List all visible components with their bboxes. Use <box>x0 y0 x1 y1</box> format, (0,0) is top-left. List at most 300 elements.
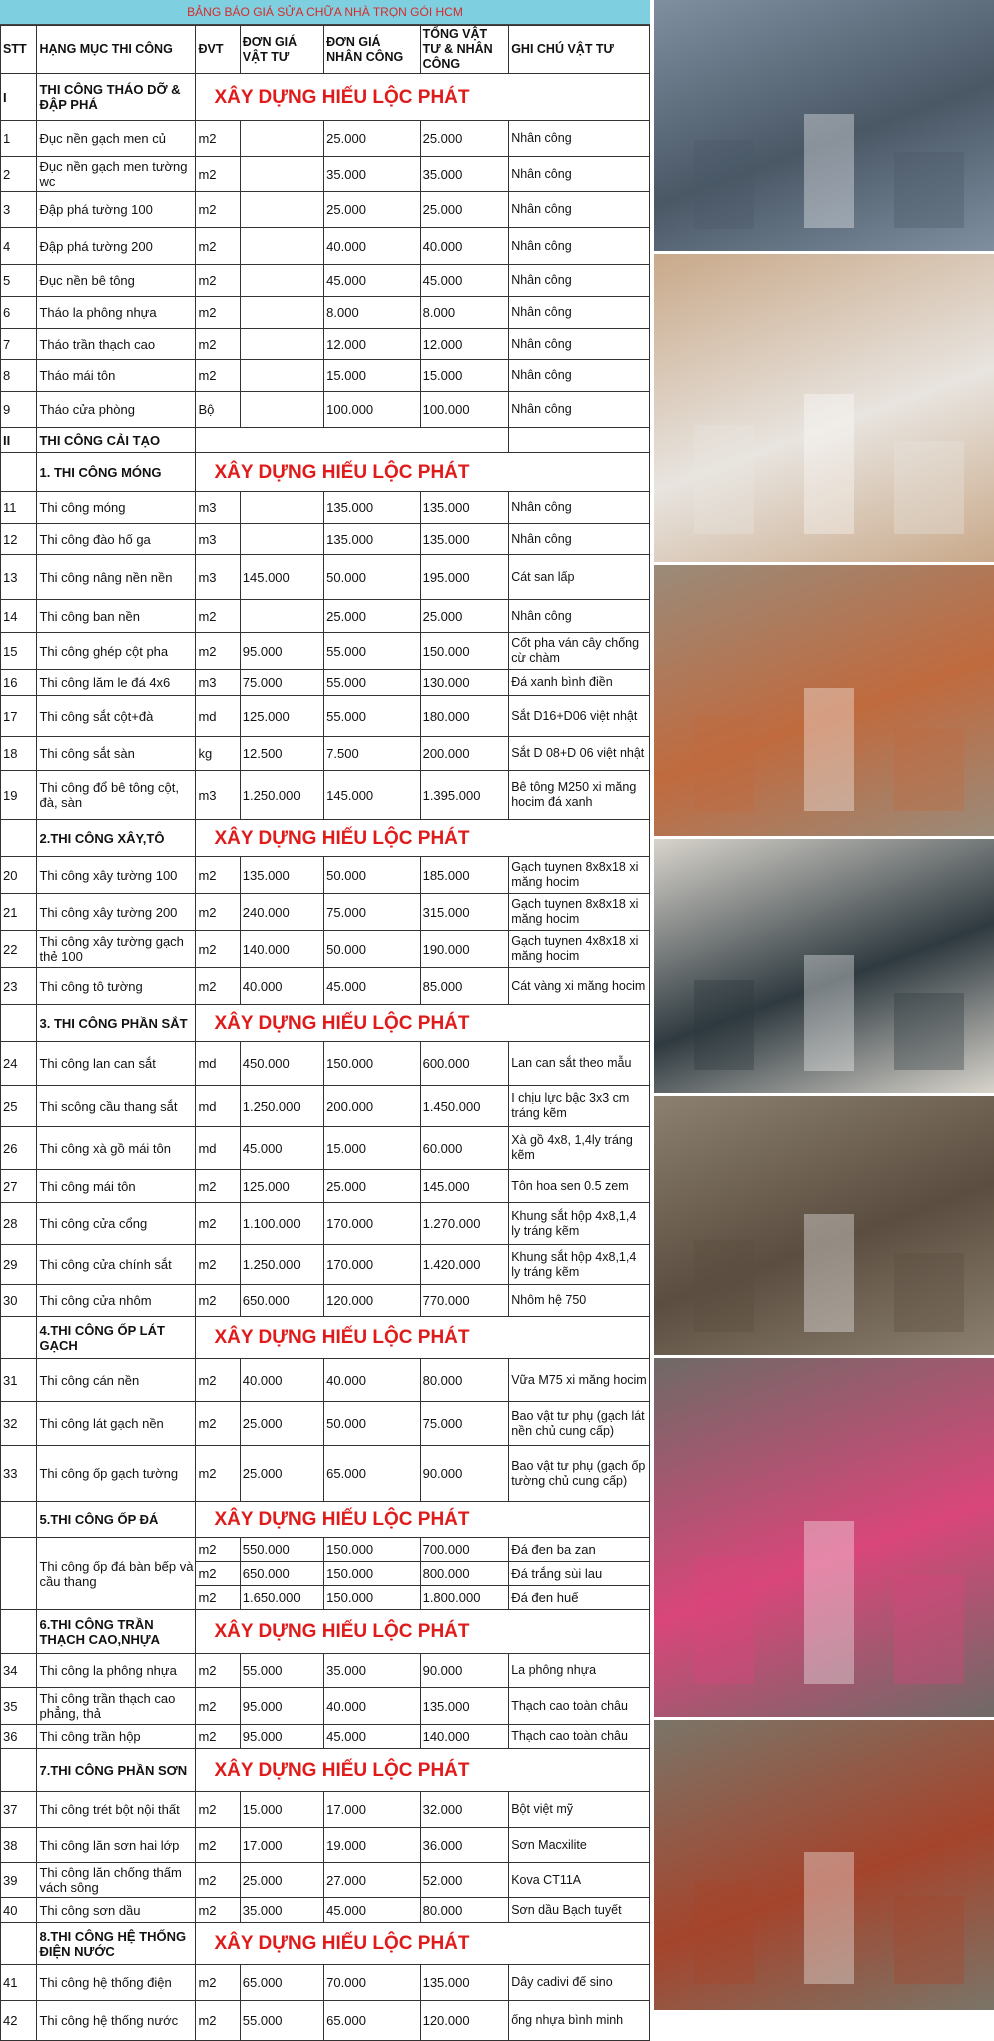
material-note: Nhân công <box>509 192 650 228</box>
material-price: 550.000 <box>240 1538 323 1562</box>
table-row <box>1 121 650 157</box>
table-row <box>1 329 650 360</box>
unit: m2 <box>196 931 240 968</box>
labor-price: 25.000 <box>324 192 420 228</box>
item-name: Thi công lan can sắt <box>37 1042 196 1086</box>
material-note: Gạch tuynen 8x8x18 xi măng hocim <box>509 857 650 894</box>
section-number <box>1 1005 37 1042</box>
labor-price: 15.000 <box>324 360 420 392</box>
total-price: 90.000 <box>420 1654 509 1688</box>
photo-figure-shape <box>804 688 854 811</box>
table-row <box>1 1170 650 1203</box>
material-note: Sắt D 08+D 06 việt nhật <box>509 737 650 771</box>
table-row <box>1 555 650 600</box>
section-row <box>1 820 650 857</box>
total-price: 40.000 <box>420 228 509 265</box>
brand-watermark: XÂY DỰNG HIẾU LỘC PHÁT <box>196 74 509 121</box>
col-header-material-price: ĐƠN GIÁ VẬT TƯ <box>240 26 323 74</box>
empty-cell <box>509 1610 650 1654</box>
photo-figure-shape <box>894 1896 964 1984</box>
material-price <box>240 524 323 555</box>
empty-cell <box>509 820 650 857</box>
item-name: Thi công cửa chính sắt <box>37 1245 196 1285</box>
labor-price: 75.000 <box>324 894 420 931</box>
table-row <box>1 1828 650 1863</box>
labor-price: 17.000 <box>324 1792 420 1828</box>
material-price: 1.650.000 <box>240 1586 323 1610</box>
unit: kg <box>196 737 240 771</box>
table-row <box>1 633 650 670</box>
section-row <box>1 1502 650 1538</box>
table-row <box>1 297 650 329</box>
item-name: Thi công cửa cổng <box>37 1203 196 1245</box>
table-row <box>1 1725 650 1749</box>
row-number: 4 <box>1 228 37 265</box>
item-name: Tháo la phông nhựa <box>37 297 196 329</box>
row-number: 22 <box>1 931 37 968</box>
labor-price: 65.000 <box>324 1446 420 1502</box>
material-note: ống nhựa bình minh <box>509 2001 650 2041</box>
table-row <box>1 2001 650 2041</box>
material-note: Đá đen ba zan <box>509 1538 650 1562</box>
item-name: Thi công mái tôn <box>37 1170 196 1203</box>
photo-steel-frame <box>654 1720 994 2010</box>
total-price: 85.000 <box>420 968 509 1005</box>
photo-interior-work <box>654 1096 994 1355</box>
material-price: 1.250.000 <box>240 1086 323 1127</box>
material-price: 95.000 <box>240 1688 323 1725</box>
row-number: 7 <box>1 329 37 360</box>
row-number: 21 <box>1 894 37 931</box>
material-note: Gạch tuynen 8x8x18 xi măng hocim <box>509 894 650 931</box>
labor-price: 40.000 <box>324 228 420 265</box>
table-row <box>1 1359 650 1402</box>
row-number: 24 <box>1 1042 37 1086</box>
labor-price: 50.000 <box>324 1402 420 1446</box>
row-number: 14 <box>1 600 37 633</box>
photo-scene-shapes <box>654 1096 994 1355</box>
item-name: Thi công móng <box>37 492 196 524</box>
unit: m2 <box>196 1688 240 1725</box>
total-price: 200.000 <box>420 737 509 771</box>
material-note: Đá trắng sùi lau <box>509 1562 650 1586</box>
labor-price: 135.000 <box>324 524 420 555</box>
unit: m2 <box>196 1828 240 1863</box>
material-price <box>240 329 323 360</box>
photo-figure-shape <box>804 114 854 228</box>
photo-figure-shape <box>804 394 854 534</box>
unit: m2 <box>196 329 240 360</box>
item-name: Thi công ban nền <box>37 600 196 633</box>
material-note: Bao vật tư phụ (gạch lát nền chủ cung cấp) <box>509 1402 650 1446</box>
labor-price: 150.000 <box>324 1042 420 1086</box>
unit: m2 <box>196 1898 240 1923</box>
photo-figure-shape <box>804 955 854 1071</box>
labor-price: 25.000 <box>324 121 420 157</box>
table-row <box>1 1688 650 1725</box>
item-name: Thi công trần thạch cao phẳng, thả <box>37 1688 196 1725</box>
material-price: 25.000 <box>240 1402 323 1446</box>
labor-price: 40.000 <box>324 1359 420 1402</box>
photo-figure-shape <box>894 441 964 534</box>
total-price: 315.000 <box>420 894 509 931</box>
material-note: Nhân công <box>509 392 650 428</box>
total-price: 75.000 <box>420 1402 509 1446</box>
item-name: Thi công đổ bê tông cột, đà, sàn <box>37 771 196 820</box>
material-price: 55.000 <box>240 2001 323 2041</box>
section-title: 7.THI CÔNG PHẦN SƠN <box>37 1749 196 1792</box>
photo-figure-shape <box>694 425 754 534</box>
row-number: 19 <box>1 771 37 820</box>
item-name: Thi công xà gồ mái tôn <box>37 1127 196 1170</box>
material-note: Cốt pha ván cây chống cừ chàm <box>509 633 650 670</box>
empty-cell <box>509 1749 650 1792</box>
labor-price: 45.000 <box>324 1725 420 1749</box>
row-number: 30 <box>1 1285 37 1317</box>
row-number: 16 <box>1 670 37 696</box>
empty-cell <box>509 1317 650 1359</box>
item-name: Đục nền gạch men củ <box>37 121 196 157</box>
material-note: Thạch cao toàn châu <box>509 1725 650 1749</box>
material-note: Nhân công <box>509 600 650 633</box>
photo-figure-shape <box>804 1852 854 1984</box>
table-row <box>1 265 650 297</box>
item-name: Thi công lăn chống thấm vách sông <box>37 1863 196 1898</box>
table-row <box>1 1245 650 1285</box>
material-note: Đá xanh bình điền <box>509 670 650 696</box>
total-price: 120.000 <box>420 2001 509 2041</box>
material-note: I chịu lực bậc 3x3 cm tráng kẽm <box>509 1086 650 1127</box>
section-row <box>1 1749 650 1792</box>
material-price: 25.000 <box>240 1446 323 1502</box>
item-name: Thi công lăm le đá 4x6 <box>37 670 196 696</box>
item-name: Thi công ghép cột pha <box>37 633 196 670</box>
material-note: Nhân công <box>509 297 650 329</box>
labor-price: 19.000 <box>324 1828 420 1863</box>
table-row <box>1 392 650 428</box>
table-banner: BẢNG BÁO GIÁ SỬA CHỮA NHÀ TRỌN GÓI HCM <box>0 0 650 25</box>
labor-price: 50.000 <box>324 857 420 894</box>
photo-facade-renovation <box>654 0 994 251</box>
unit: m2 <box>196 121 240 157</box>
material-note: Xà gồ 4x8, 1,4ly tráng kẽm <box>509 1127 650 1170</box>
labor-price: 50.000 <box>324 931 420 968</box>
material-price <box>240 392 323 428</box>
labor-price: 55.000 <box>324 633 420 670</box>
photo-figure-shape <box>894 1253 964 1332</box>
unit: m2 <box>196 968 240 1005</box>
photo-figure-shape <box>894 1575 964 1684</box>
row-number: 20 <box>1 857 37 894</box>
material-price: 95.000 <box>240 1725 323 1749</box>
total-price: 145.000 <box>420 1170 509 1203</box>
total-price: 80.000 <box>420 1898 509 1923</box>
unit: m2 <box>196 1792 240 1828</box>
material-note: Nhân công <box>509 157 650 192</box>
brand-watermark: XÂY DỰNG HIẾU LỘC PHÁT <box>196 1005 509 1042</box>
section-title: 2.THI CÔNG XÂY,TÔ <box>37 820 196 857</box>
material-note: Khung sắt hộp 4x8,1,4 ly tráng kẽm <box>509 1203 650 1245</box>
item-name: Thi công nâng nền nền <box>37 555 196 600</box>
table-row <box>1 492 650 524</box>
unit: m2 <box>196 600 240 633</box>
section-number <box>1 1610 37 1654</box>
row-number: 40 <box>1 1898 37 1923</box>
labor-price: 27.000 <box>324 1863 420 1898</box>
unit: m2 <box>196 360 240 392</box>
section-row <box>1 1610 650 1654</box>
item-name: Thi công cán nền <box>37 1359 196 1402</box>
labor-price: 65.000 <box>324 2001 420 2041</box>
total-price: 195.000 <box>420 555 509 600</box>
total-price: 36.000 <box>420 1828 509 1863</box>
total-price: 25.000 <box>420 192 509 228</box>
item-name: Thi công lát gạch nền <box>37 1402 196 1446</box>
total-price: 190.000 <box>420 931 509 968</box>
total-price: 1.270.000 <box>420 1203 509 1245</box>
material-price <box>240 360 323 392</box>
photo-figure-shape <box>694 1881 754 1984</box>
item-name: Thi công tô tường <box>37 968 196 1005</box>
labor-price: 15.000 <box>324 1127 420 1170</box>
table-row <box>1 1792 650 1828</box>
row-number: 23 <box>1 968 37 1005</box>
table-row <box>1 696 650 737</box>
photo-figure-shape <box>804 1214 854 1332</box>
table-row <box>1 192 650 228</box>
unit: m2 <box>196 1359 240 1402</box>
item-name: Thi công hệ thống nước <box>37 2001 196 2041</box>
material-price: 140.000 <box>240 931 323 968</box>
row-number: 18 <box>1 737 37 771</box>
table-row <box>1 894 650 931</box>
material-note: Bột việt mỹ <box>509 1792 650 1828</box>
material-note: Gạch tuynen 4x8x18 xi măng hocim <box>509 931 650 968</box>
unit: m2 <box>196 1538 240 1562</box>
labor-price: 8.000 <box>324 297 420 329</box>
material-note: Kova CT11A <box>509 1863 650 1898</box>
material-price: 240.000 <box>240 894 323 931</box>
unit: m2 <box>196 1725 240 1749</box>
material-price: 25.000 <box>240 1863 323 1898</box>
material-price: 45.000 <box>240 1127 323 1170</box>
table-row <box>1 1285 650 1317</box>
material-note: Đá đen huế <box>509 1586 650 1610</box>
unit: m3 <box>196 492 240 524</box>
table-row <box>1 931 650 968</box>
col-header-stt: STT <box>1 26 37 74</box>
row-number: 32 <box>1 1402 37 1446</box>
table-row <box>1 524 650 555</box>
item-name: Thi công trét bột nội thất <box>37 1792 196 1828</box>
material-price: 650.000 <box>240 1562 323 1586</box>
material-note: Nhân công <box>509 360 650 392</box>
material-note: Nhân công <box>509 121 650 157</box>
material-price <box>240 492 323 524</box>
row-number: 37 <box>1 1792 37 1828</box>
row-number: 33 <box>1 1446 37 1502</box>
labor-price: 25.000 <box>324 1170 420 1203</box>
row-number: 1 <box>1 121 37 157</box>
row-number: 39 <box>1 1863 37 1898</box>
section-number: I <box>1 74 37 121</box>
total-price: 8.000 <box>420 297 509 329</box>
unit: m2 <box>196 1203 240 1245</box>
section-title: 6.THI CÔNG TRẦN THẠCH CAO,NHỰA <box>37 1610 196 1654</box>
labor-price: 135.000 <box>324 492 420 524</box>
row-number: 17 <box>1 696 37 737</box>
material-note: Cát san lấp <box>509 555 650 600</box>
material-note: Sơn Macxilite <box>509 1828 650 1863</box>
total-price: 800.000 <box>420 1562 509 1586</box>
photo-wall-tiling <box>654 839 994 1093</box>
material-note: Nhân công <box>509 228 650 265</box>
material-price: 75.000 <box>240 670 323 696</box>
col-header-item: HẠNG MỤC THI CÔNG <box>37 26 196 74</box>
table-row <box>1 1042 650 1086</box>
table-row <box>1 1402 650 1446</box>
item-name: Thi công ốp gạch tường <box>37 1446 196 1502</box>
item-name: Thi công sắt sàn <box>37 737 196 771</box>
table-header-row <box>1 26 650 74</box>
total-price: 150.000 <box>420 633 509 670</box>
row-number <box>1 1538 37 1610</box>
material-price: 95.000 <box>240 633 323 670</box>
material-note: Thạch cao toàn châu <box>509 1688 650 1725</box>
labor-price: 45.000 <box>324 1898 420 1923</box>
labor-price: 170.000 <box>324 1245 420 1285</box>
total-price: 180.000 <box>420 696 509 737</box>
table-row <box>1 1446 650 1502</box>
labor-price: 25.000 <box>324 600 420 633</box>
table-row <box>1 1965 650 2001</box>
item-name: Thi công hệ thống điện <box>37 1965 196 2001</box>
unit: Bộ <box>196 392 240 428</box>
photo-figure-shape <box>894 729 964 811</box>
total-price: 185.000 <box>420 857 509 894</box>
material-price <box>240 121 323 157</box>
material-price: 55.000 <box>240 1654 323 1688</box>
section-row <box>1 1317 650 1359</box>
row-number: 8 <box>1 360 37 392</box>
photo-figure-shape <box>894 152 964 228</box>
photo-figure-shape <box>694 1240 754 1332</box>
section-row <box>1 453 650 492</box>
material-price: 1.100.000 <box>240 1203 323 1245</box>
total-price: 25.000 <box>420 600 509 633</box>
material-price: 1.250.000 <box>240 1245 323 1285</box>
row-number: 29 <box>1 1245 37 1285</box>
table-row <box>1 670 650 696</box>
total-price: 700.000 <box>420 1538 509 1562</box>
unit: m2 <box>196 633 240 670</box>
material-note: Dây cadivi đế sino <box>509 1965 650 2001</box>
photo-scene-shapes <box>654 1720 994 2010</box>
item-name: Thi công lăn sơn hai lớp <box>37 1828 196 1863</box>
col-header-note: GHI CHÚ VẬT TƯ <box>509 26 650 74</box>
labor-price: 70.000 <box>324 1965 420 2001</box>
item-name: Đập phá tường 200 <box>37 228 196 265</box>
section-title: 4.THI CÔNG ỐP LÁT GẠCH <box>37 1317 196 1359</box>
labor-price: 170.000 <box>324 1203 420 1245</box>
section-title: 5.THI CÔNG ỐP ĐÁ <box>37 1502 196 1538</box>
unit: m3 <box>196 670 240 696</box>
unit: m2 <box>196 1654 240 1688</box>
table-row <box>1 228 650 265</box>
total-price: 130.000 <box>420 670 509 696</box>
material-note: Sắt D16+D06 việt nhật <box>509 696 650 737</box>
material-note: Bao vật tư phụ (gạch ốp tường chủ cung cấp) <box>509 1446 650 1502</box>
row-number: 6 <box>1 297 37 329</box>
unit: m2 <box>196 1285 240 1317</box>
material-note: Khung sắt hộp 4x8,1,4 ly tráng kẽm <box>509 1245 650 1285</box>
total-price: 25.000 <box>420 121 509 157</box>
section-title: THI CÔNG CẢI TẠO <box>37 428 196 453</box>
table-row <box>1 360 650 392</box>
total-price: 90.000 <box>420 1446 509 1502</box>
material-price: 1.250.000 <box>240 771 323 820</box>
empty-cell <box>196 428 509 453</box>
material-price: 145.000 <box>240 555 323 600</box>
material-note: Nhôm hệ 750 <box>509 1285 650 1317</box>
brand-watermark: XÂY DỰNG HIẾU LỘC PHÁT <box>196 820 509 857</box>
section-number <box>1 453 37 492</box>
section-title: 3. THI CÔNG PHẦN SẮT <box>37 1005 196 1042</box>
material-price: 135.000 <box>240 857 323 894</box>
section-row <box>1 74 650 121</box>
material-price <box>240 600 323 633</box>
total-price: 135.000 <box>420 524 509 555</box>
brand-watermark: XÂY DỰNG HIẾU LỘC PHÁT <box>196 1749 509 1792</box>
item-name: Thi công cửa nhôm <box>37 1285 196 1317</box>
row-number: 11 <box>1 492 37 524</box>
unit: m2 <box>196 1562 240 1586</box>
table-row <box>1 157 650 192</box>
table-row <box>1 1863 650 1898</box>
unit: m2 <box>196 1170 240 1203</box>
labor-price: 45.000 <box>324 265 420 297</box>
section-number <box>1 1317 37 1359</box>
labor-price: 40.000 <box>324 1688 420 1725</box>
labor-price: 145.000 <box>324 771 420 820</box>
photo-figure-shape <box>804 1521 854 1684</box>
row-number: 31 <box>1 1359 37 1402</box>
unit: m2 <box>196 1402 240 1446</box>
material-note: Nhân công <box>509 329 650 360</box>
brand-watermark: XÂY DỰNG HIẾU LỘC PHÁT <box>196 453 509 492</box>
total-price: 135.000 <box>420 1688 509 1725</box>
material-price: 40.000 <box>240 1359 323 1402</box>
section-number <box>1 1502 37 1538</box>
item-name: Thi công xây tường gạch thẻ 100 <box>37 931 196 968</box>
material-note: Nhân công <box>509 524 650 555</box>
labor-price: 200.000 <box>324 1086 420 1127</box>
material-note: Cát vàng xi măng hocim <box>509 968 650 1005</box>
item-name: Tháo mái tôn <box>37 360 196 392</box>
item-name: Tháo trần thạch cao <box>37 329 196 360</box>
material-price <box>240 228 323 265</box>
labor-price: 50.000 <box>324 555 420 600</box>
total-price: 1.450.000 <box>420 1086 509 1127</box>
material-note: Lan can sắt theo mẫu <box>509 1042 650 1086</box>
table-row <box>1 771 650 820</box>
material-price <box>240 157 323 192</box>
table-row <box>1 600 650 633</box>
row-number: 9 <box>1 392 37 428</box>
section-title: 8.THI CÔNG HỆ THỐNG ĐIỆN NƯỚC <box>37 1923 196 1965</box>
item-name: Đục nền gạch men tường wc <box>37 157 196 192</box>
material-note: Sơn dầu Bạch tuyết <box>509 1898 650 1923</box>
